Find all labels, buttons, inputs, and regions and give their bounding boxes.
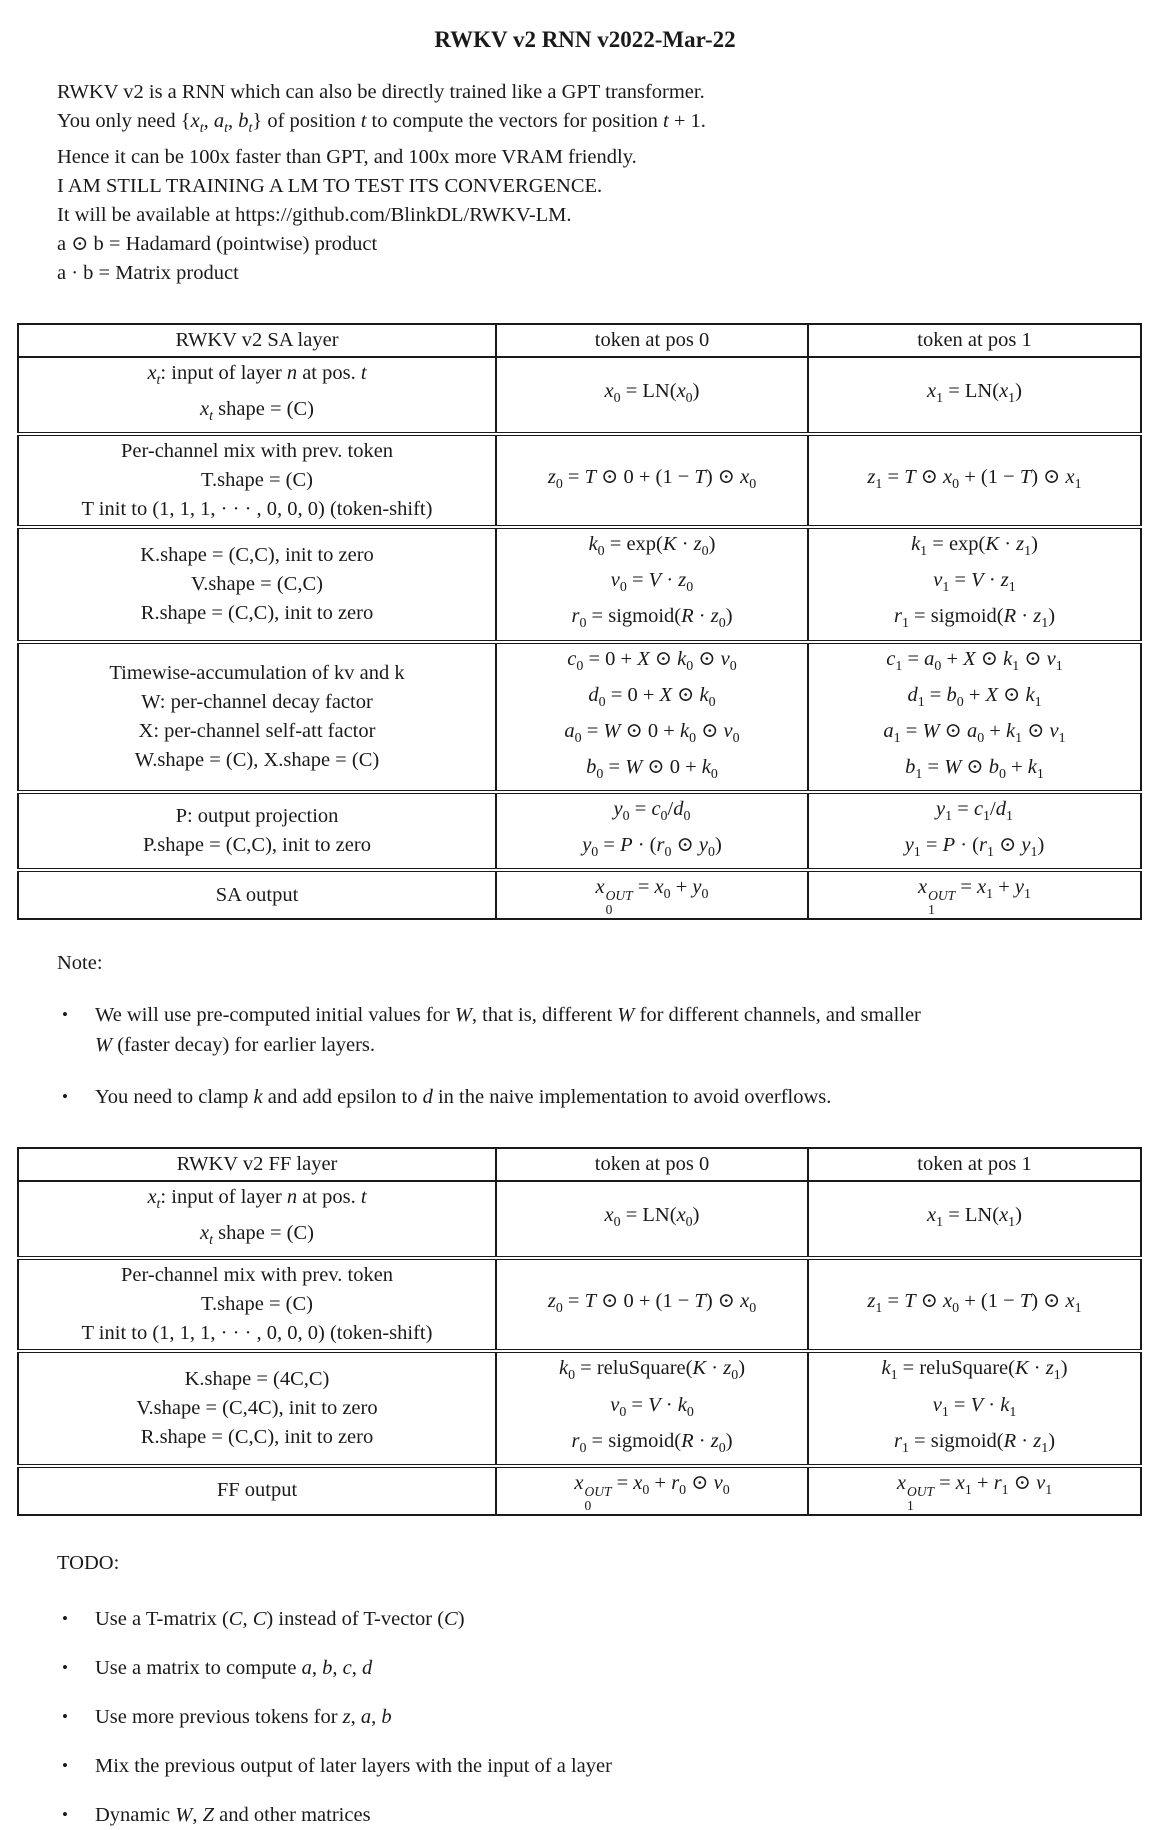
formula-cell (808, 357, 1141, 434)
formula-line: $d_0 = 0 + X$ ⊙ $k_0$ (588, 683, 716, 710)
bullet-line: Dynamic W, Z and other matrices (95, 1803, 371, 1826)
formula-line: $d_1 = b_0 + X$ ⊙ $k_1$ (907, 683, 1042, 710)
cell-line: V.shape = (C,C) (191, 572, 323, 595)
formula-line: $z_1 = T$ ⊙ $x_0 + (1 - T)$ ⊙ $x_1$ (867, 1289, 1082, 1317)
table-header-cell: token at pos 1 (808, 324, 1141, 357)
todo-bullet (60, 1702, 1130, 1732)
formula-cell (496, 1351, 808, 1465)
table-row (18, 1258, 1141, 1351)
todo-label: TODO: (57, 1551, 120, 1574)
cell-line: W.shape = (C), X.shape = (C) (134, 748, 380, 771)
formula-cell (496, 357, 808, 434)
cell-line: FF output (216, 1479, 298, 1502)
formula-cell (496, 1466, 808, 1515)
intro-paragraph (57, 78, 1140, 288)
cell-line: R.shape = (C,C), init to zero (140, 1426, 374, 1449)
formula-line: $v_0 = V \cdot z_0$ (610, 569, 694, 596)
formula-line: $a_0 = W$ ⊙ $0 + k_0$ ⊙ $v_0$ (564, 719, 740, 746)
formula-line: $v_1 = V \cdot z_1$ (933, 569, 1016, 596)
formula-cell (808, 1466, 1141, 1515)
note-label: Note: (57, 952, 103, 975)
bullet-icon: • (62, 1706, 68, 1726)
formula-cell (808, 642, 1141, 792)
desc-cell (18, 1351, 496, 1465)
formula-cell (808, 434, 1141, 527)
formula-line: $v_0 = V \cdot k_0$ (610, 1393, 694, 1420)
cell-line: V.shape = (C,4C), init to zero (136, 1397, 378, 1420)
table-row (18, 1181, 1141, 1258)
intro-line: You only need {$x_t$, $a_t$, $b_t$} of position t to compute the vectors for position t + 1. (57, 110, 706, 137)
bullet-text (95, 1653, 1130, 1683)
todo-bullets (0, 1604, 1170, 1830)
note-bullet (60, 1000, 1130, 1060)
todo-bullet (60, 1653, 1130, 1683)
table-header-row (18, 324, 1141, 357)
formula-line: $c_0 = 0 + X$ ⊙ $k_0$ ⊙ $v_0$ (567, 647, 737, 674)
table-header-cell: token at pos 0 (496, 324, 808, 357)
desc-cell (18, 642, 496, 792)
note-bullet (60, 1082, 1130, 1112)
formula-line: $x_1 = LN(x_1)$ (927, 1204, 1022, 1231)
bullet-icon: • (62, 1755, 68, 1775)
bullet-line: Use a matrix to compute a, b, c, d (95, 1656, 373, 1679)
formula-line: $a_1 = W$ ⊙ $a_0 + k_1$ ⊙ $v_1$ (883, 719, 1066, 746)
page-title: RWKV v2 RNN v2022-Mar-22 (434, 27, 736, 52)
cell-line: K.shape = (4C,C) (184, 1368, 330, 1391)
formula-line: $r_1$ = sigmoid(R · $z_1$) (893, 605, 1056, 632)
cell-line: $x_t$ shape = (C) (200, 398, 314, 425)
cell-line: $x_t$ shape = (C) (200, 1222, 314, 1249)
formula-line: $c_1 = a_0 + X$ ⊙ $k_1$ ⊙ $v_1$ (886, 647, 1063, 674)
table-row (18, 642, 1141, 792)
formula-line: $y_0 = c_0/d_0$ (613, 797, 691, 825)
formula-line: $k_1$ = reluSquare(K · $z_1$) (881, 1357, 1068, 1384)
cell-line: X: per-channel self-att factor (138, 719, 376, 742)
cell-line: T init to (1, 1, 1, · · · , 0, 0, 0) (token-shift) (81, 498, 433, 521)
bullet-icon: • (62, 1608, 68, 1628)
bullet-line: You need to clamp k and add epsilon to d in the naive implementation to avoid overflows. (95, 1086, 832, 1109)
todo-bullet (60, 1604, 1130, 1634)
cell-line: Per-channel mix with prev. token (120, 440, 394, 463)
desc-cell (18, 870, 496, 919)
bullet-line: Mix the previous output of later layers with the input of a layer (95, 1754, 612, 1777)
table-header-cell: token at pos 0 (496, 1148, 808, 1181)
formula-cell (808, 792, 1141, 870)
table-row (18, 1351, 1141, 1465)
bullet-line: W (faster decay) for earlier layers. (95, 1034, 375, 1057)
formula-cell (808, 1181, 1141, 1258)
desc-cell (18, 434, 496, 527)
formula-cell (496, 527, 808, 641)
bullet-line: Use a T-matrix (C, C) instead of T-vector (C) (95, 1607, 465, 1630)
table-row (18, 1466, 1141, 1515)
formula-line: $r_1$ = sigmoid(R · $z_1$) (893, 1429, 1056, 1456)
formula-cell (808, 1258, 1141, 1351)
formula-cell (496, 1258, 808, 1351)
intro-line: I AM STILL TRAINING A LM TO TEST ITS CONVERGENCE. (57, 175, 603, 198)
intro-line: a · b = Matrix product (57, 262, 239, 285)
formula-cell (808, 1351, 1141, 1465)
sa-layer-table (17, 323, 1142, 920)
bullet-icon: • (62, 1087, 68, 1107)
formula-line: $x_1 = LN(x_1)$ (927, 380, 1022, 407)
formula-line: x OUT 1 = $x_1 + r_1$ ⊙ $v_1$ (896, 1471, 1053, 1513)
table-row (18, 870, 1141, 919)
bullet-text (95, 1702, 1130, 1732)
formula-line: $b_0 = W$ ⊙ $0 + k_0$ (586, 755, 718, 782)
formula-cell (496, 642, 808, 792)
bullet-text (95, 1604, 1130, 1634)
formula-cell (808, 870, 1141, 919)
formula-line: $y_1 = c_1/d_1$ (936, 797, 1013, 825)
cell-line: R.shape = (C,C), init to zero (140, 601, 374, 624)
formula-line: $r_0$ = sigmoid(R · $z_0$) (571, 1429, 733, 1456)
cell-line: $x_t$: input of layer n at pos. t (147, 1186, 367, 1213)
table-header-row (18, 1148, 1141, 1181)
cell-line: SA output (215, 883, 299, 906)
cell-line: P.shape = (C,C), init to zero (143, 834, 371, 857)
formula-line: $x_0 = LN(x_0)$ (604, 380, 700, 407)
intro-line-github-url: It will be available at https://github.com/BlinkDL/RWKV-LM. (57, 204, 572, 227)
bullet-text (95, 1082, 1130, 1112)
table-row (18, 527, 1141, 641)
desc-cell (18, 1466, 496, 1515)
cell-line: Per-channel mix with prev. token (120, 1264, 394, 1287)
bullet-line: Use more previous tokens for z, a, b (95, 1705, 392, 1728)
table-header-cell: RWKV v2 FF layer (18, 1148, 496, 1181)
desc-cell (18, 1258, 496, 1351)
formula-line: $v_1 = V \cdot k_1$ (932, 1393, 1017, 1420)
formula-cell (496, 1181, 808, 1258)
intro-line: Hence it can be 100x faster than GPT, and 100x more VRAM friendly. (57, 146, 637, 169)
cell-line: $x_t$: input of layer n at pos. t (147, 362, 367, 389)
bullet-text (95, 1000, 1130, 1060)
intro-line: RWKV v2 is a RNN which can also be directly trained like a GPT transformer. (57, 81, 705, 103)
bullet-line: We will use pre-computed initial values for W, that is, different W for different channels, and smaller (95, 1004, 921, 1027)
cell-line: Timewise-accumulation of kv and k (109, 661, 405, 684)
cell-line: W: per-channel decay factor (141, 690, 373, 713)
cell-line: K.shape = (C,C), init to zero (140, 543, 374, 566)
formula-line: $z_1 = T$ ⊙ $x_0 + (1 - T)$ ⊙ $x_1$ (867, 465, 1082, 492)
cell-line: T init to (1, 1, 1, · · · , 0, 0, 0) (token-shift) (81, 1322, 433, 1345)
cell-line: T.shape = (C) (201, 469, 313, 492)
table-row (18, 357, 1141, 434)
desc-cell (18, 1181, 496, 1258)
intro-line: a ⊙ b = Hadamard (pointwise) product (57, 233, 378, 256)
formula-line: $x_0 = LN(x_0)$ (604, 1204, 700, 1231)
formula-line: $y_0 = P \cdot (r_0$ ⊙ $y_0$) (582, 834, 722, 861)
formula-cell (808, 527, 1141, 641)
table-header-cell: RWKV v2 SA layer (18, 324, 496, 357)
table-row (18, 792, 1141, 870)
desc-cell (18, 357, 496, 434)
formula-line: $z_0 = T$ ⊙ 0 + (1 − T) ⊙ $x_0$ (547, 1289, 757, 1317)
formula-cell (496, 792, 808, 870)
todo-bullet (60, 1800, 1130, 1830)
bullet-text (95, 1800, 1130, 1830)
bullet-text (95, 1751, 1130, 1781)
formula-cell (496, 434, 808, 527)
cell-line: T.shape = (C) (201, 1293, 313, 1316)
desc-cell (18, 527, 496, 641)
formula-line: $k_1 = \exp(K \cdot z_1)$ (911, 533, 1038, 560)
table-row (18, 434, 1141, 527)
formula-line: x OUT 1 = $x_1 + y_1$ (918, 876, 1031, 918)
todo-bullet (60, 1751, 1130, 1781)
formula-cell (496, 870, 808, 919)
ff-layer-table (17, 1147, 1142, 1516)
bullet-icon: • (62, 1657, 68, 1677)
formula-line: x OUT 0 = $x_0 + y_0$ (595, 876, 709, 918)
table-header-cell: token at pos 1 (808, 1148, 1141, 1181)
bullet-icon: • (62, 1005, 68, 1025)
formula-line: $k_0$ = reluSquare(K · $z_0$) (558, 1357, 746, 1384)
note-bullets (0, 1000, 1170, 1112)
formula-line: $z_0 = T$ ⊙ 0 + (1 − T) ⊙ $x_0$ (547, 465, 757, 492)
desc-cell (18, 792, 496, 870)
cell-line: P: output projection (175, 805, 339, 828)
formula-line: $r_0$ = sigmoid(R · $z_0$) (571, 605, 733, 632)
formula-line: $k_0 = \exp(K \cdot z_0)$ (588, 533, 716, 560)
formula-line: $b_1 = W$ ⊙ $b_0 + k_1$ (905, 755, 1044, 782)
formula-line: x OUT 0 = $x_0 + r_0$ ⊙ $v_0$ (574, 1471, 730, 1513)
formula-line: $y_1 = P \cdot (r_1$ ⊙ $y_1$) (904, 834, 1045, 861)
bullet-icon: • (62, 1804, 68, 1824)
